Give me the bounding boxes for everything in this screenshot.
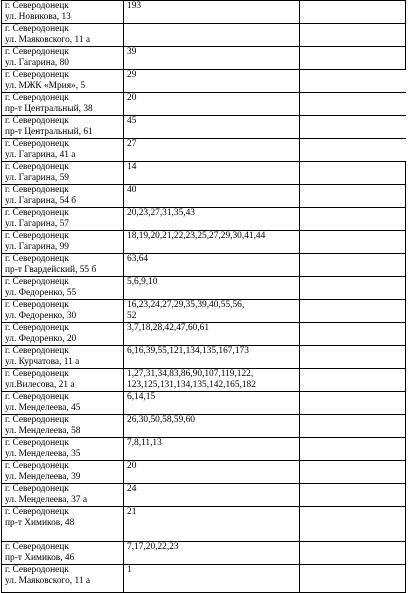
address-cell: г. Северодонецк ул. Менделеева, 37 а <box>2 484 124 507</box>
numbers-cell: 27 <box>124 139 300 162</box>
empty-cell <box>300 254 406 277</box>
table-row <box>2 369 406 392</box>
address-cell: г. Северодонецк ул. Федоренко, 30 <box>2 300 124 323</box>
empty-cell <box>300 277 406 300</box>
numbers-cell: 6,16,39,55,121,134,135,167,173 <box>124 346 300 369</box>
address-cell: г. Северодонецк ул. Федоренко, 55 <box>2 277 124 300</box>
empty-cell <box>300 346 406 369</box>
numbers-cell: 5,6,9,10 <box>124 277 300 300</box>
table-row <box>2 346 406 369</box>
table-row <box>2 277 406 300</box>
address-cell: г. Северодонецк ул. Новикова, 13 <box>2 1 124 24</box>
numbers-cell: 7,8,11,13 <box>124 438 300 461</box>
table-row <box>2 47 406 70</box>
empty-cell <box>300 369 406 392</box>
numbers-cell: 14 <box>124 162 300 185</box>
empty-cell <box>300 392 406 415</box>
numbers-cell: 16,23,24,27,29,35,39,40,55,56, 52 <box>124 300 300 323</box>
address-cell: г. Северодонецк ул. МЖК «Мрия», 5 <box>2 70 124 93</box>
numbers-cell: 29 <box>124 70 300 93</box>
empty-cell <box>300 70 406 93</box>
table-row <box>2 208 406 231</box>
numbers-cell: 21 <box>124 507 300 542</box>
numbers-cell: 18,19,20,21,22,23,25,27,29,30,41,44 <box>124 231 300 254</box>
address-cell: г. Северодонецк ул. Федоренко, 20 <box>2 323 124 346</box>
numbers-cell: 20,23,27,31,35,43 <box>124 208 300 231</box>
table-row <box>2 438 406 461</box>
numbers-cell: 1,27,31,34,83,86,90,107,119,122, 123,125,131,134,135,142,165,182 <box>124 369 300 392</box>
address-cell: г. Северодонецк ул. Менделеева, 58 <box>2 415 124 438</box>
empty-cell <box>300 461 406 484</box>
address-cell: г. Северодонецк ул. Менделеева, 45 <box>2 392 124 415</box>
empty-cell <box>300 1 406 24</box>
address-cell: г. Северодонецк пр-т Химиков, 48 <box>2 507 124 542</box>
address-cell: г. Северодонецк пр-т Химиков, 46 <box>2 542 124 565</box>
table-row <box>2 254 406 277</box>
address-cell: г. Северодонецк ул. Маяковского, 11 а <box>2 565 124 593</box>
numbers-cell: 193 <box>124 1 300 24</box>
numbers-cell: 45 <box>124 116 300 139</box>
empty-cell <box>300 24 406 47</box>
address-cell: г. Северодонецк ул. Курчатова, 11 а <box>2 346 124 369</box>
document-page <box>1 0 405 593</box>
empty-cell <box>300 116 406 139</box>
table-row <box>2 116 406 139</box>
empty-cell <box>300 542 406 565</box>
table-row <box>2 323 406 346</box>
numbers-cell: 20 <box>124 93 300 116</box>
table-row <box>2 1 406 24</box>
numbers-cell: 1 <box>124 565 300 593</box>
table-row <box>2 507 406 542</box>
empty-cell <box>300 47 406 70</box>
table-row <box>2 565 406 593</box>
numbers-cell: 6,14,15 <box>124 392 300 415</box>
empty-cell <box>300 162 406 185</box>
empty-cell <box>300 565 406 593</box>
table-row <box>2 70 406 93</box>
table-row <box>2 542 406 565</box>
table-row <box>2 300 406 323</box>
table-row <box>2 461 406 484</box>
empty-cell <box>300 93 406 116</box>
address-cell: г. Северодонецк ул. Менделеева, 35 <box>2 438 124 461</box>
numbers-cell: 26,30,50,58,59,60 <box>124 415 300 438</box>
address-cell: г. Северодонецк ул. Гагарина, 57 <box>2 208 124 231</box>
empty-cell <box>300 415 406 438</box>
numbers-cell: 39 <box>124 47 300 70</box>
empty-cell <box>300 231 406 254</box>
table-row <box>2 139 406 162</box>
table-row <box>2 392 406 415</box>
numbers-cell: 63,64 <box>124 254 300 277</box>
numbers-cell: 20 <box>124 461 300 484</box>
empty-cell <box>300 323 406 346</box>
numbers-cell: 40 <box>124 185 300 208</box>
address-cell: г. Северодонецк ул.Вилесова, 21 а <box>2 369 124 392</box>
empty-cell <box>300 208 406 231</box>
empty-cell <box>300 300 406 323</box>
empty-cell <box>300 185 406 208</box>
address-cell: г. Северодонецк ул. Менделеева, 39 <box>2 461 124 484</box>
table-row <box>2 162 406 185</box>
empty-cell <box>300 507 406 542</box>
address-cell: г. Северодонецк ул. Гагарина, 99 <box>2 231 124 254</box>
table-row <box>2 185 406 208</box>
address-cell: г. Северодонецк ул. Гагарина, 41 а <box>2 139 124 162</box>
numbers-cell: 24 <box>124 484 300 507</box>
address-cell: г. Северодонецк ул. Гагарина, 54 б <box>2 185 124 208</box>
table-row <box>2 231 406 254</box>
numbers-cell <box>124 24 300 47</box>
address-cell: г. Северодонецк ул. Гагарина, 80 <box>2 47 124 70</box>
address-cell: г. Северодонецк ул. Гагарина, 59 <box>2 162 124 185</box>
numbers-cell: 7,17,20,22,23 <box>124 542 300 565</box>
address-cell: г. Северодонецк ул. Маяковского, 11 а <box>2 24 124 47</box>
address-cell: г. Северодонецк пр-т Центральный, 38 <box>2 93 124 116</box>
table-row <box>2 24 406 47</box>
numbers-cell: 3,7,18,28,42,47,60,61 <box>124 323 300 346</box>
address-cell: г. Северодонецк пр-т Гвардейский, 55 б <box>2 254 124 277</box>
table-row <box>2 415 406 438</box>
empty-cell <box>300 484 406 507</box>
address-table <box>1 0 406 593</box>
address-cell: г. Северодонецк пр-т Центральный, 61 <box>2 116 124 139</box>
empty-cell <box>300 438 406 461</box>
empty-cell <box>300 139 406 162</box>
table-row <box>2 93 406 116</box>
table-row <box>2 484 406 507</box>
